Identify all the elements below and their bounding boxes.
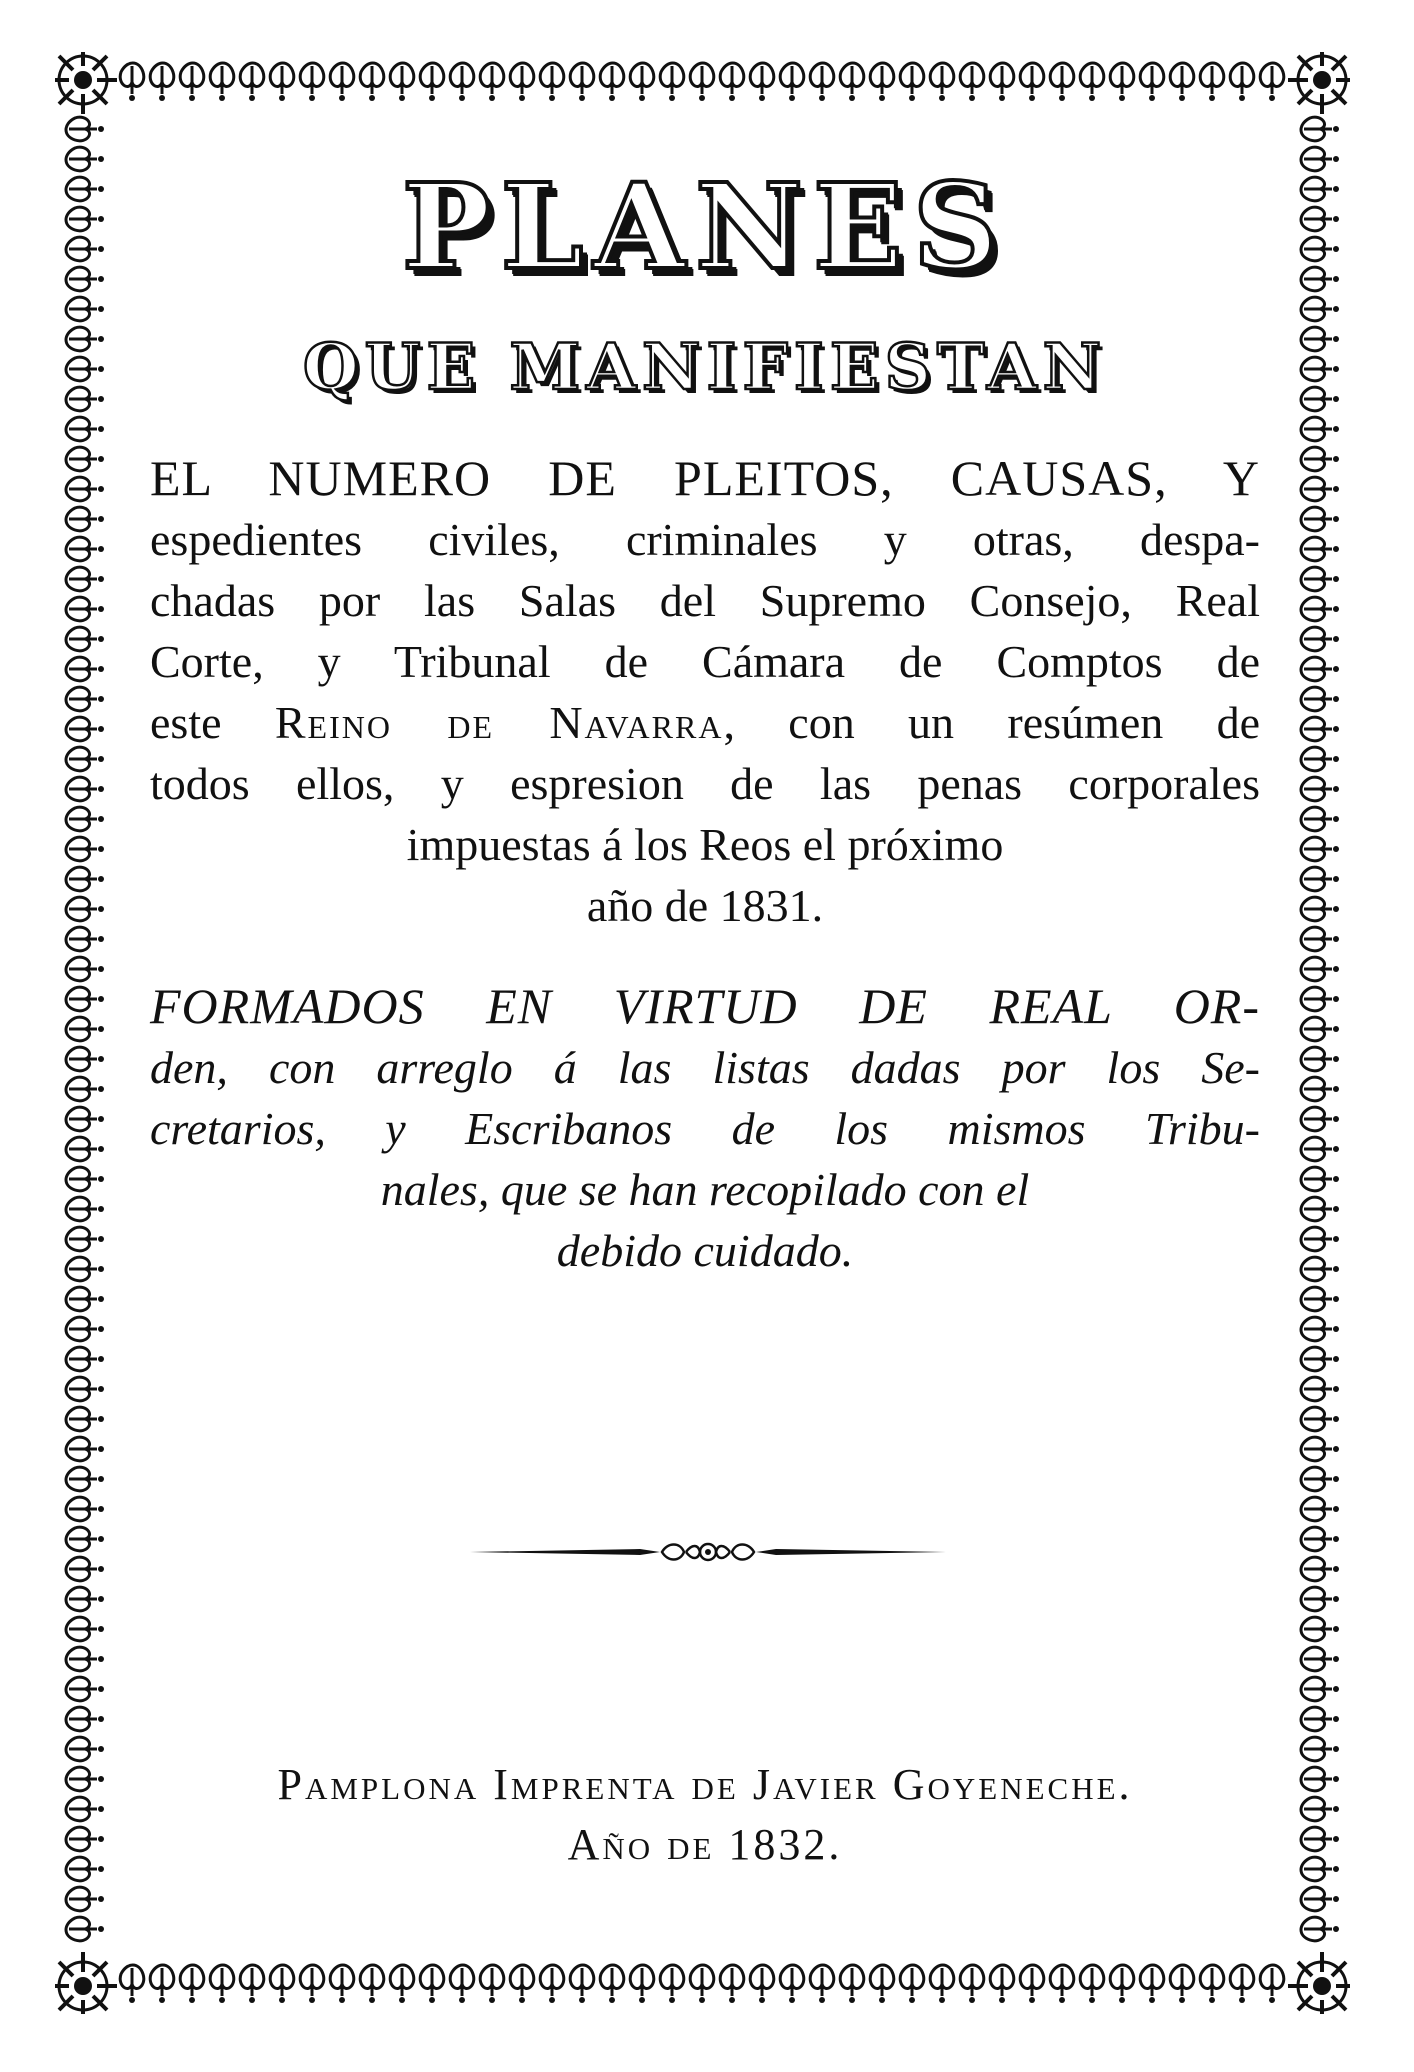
border-ornament (390, 63, 414, 101)
border-ornament (690, 1965, 714, 2003)
border-ornament (66, 837, 104, 861)
rosette-icon (1288, 52, 1350, 114)
border-ornament (66, 417, 104, 441)
border-ornament (1080, 1965, 1104, 2003)
border-ornament (840, 1965, 864, 2003)
border-ornament (1301, 927, 1339, 951)
formados-line: FORMADOS EN VIRTUD DE REAL OR- (150, 978, 1260, 1034)
border-ornament (360, 63, 384, 101)
border-ornament (66, 1197, 104, 1221)
border-ornament (570, 1965, 594, 2003)
border-ornament (540, 63, 564, 101)
border-ornament (1301, 807, 1339, 831)
border-ornament (1301, 1377, 1339, 1401)
border-ornament (1050, 63, 1074, 101)
border-ornament (330, 1965, 354, 2003)
border-ornament (66, 1527, 104, 1551)
rosette-icon (1288, 1952, 1350, 2014)
border-ornament (360, 1965, 384, 2003)
border-ornament (900, 1965, 924, 2003)
border-ornament (66, 1587, 104, 1611)
border-ornament (1301, 1047, 1339, 1071)
border-ornament (930, 1965, 954, 2003)
border-ornament (1301, 777, 1339, 801)
border-ornament (1020, 1965, 1044, 2003)
border-ornament (120, 1965, 144, 2003)
border-ornament (1301, 987, 1339, 1011)
border-ornament (66, 1317, 104, 1341)
border-ornament (66, 1167, 104, 1191)
border-ornament (480, 63, 504, 101)
description-line: chadas por las Salas del Supremo Consejo, Real (150, 575, 1260, 626)
border-ornament (1301, 537, 1339, 561)
border-ornament (66, 297, 104, 321)
border-ornament (1301, 867, 1339, 891)
border-ornament (66, 387, 104, 411)
border-ornament (150, 1965, 174, 2003)
border-bottom (120, 1965, 1284, 2003)
border-ornament (66, 807, 104, 831)
border-ornament (1301, 477, 1339, 501)
border-top (120, 63, 1284, 101)
border-ornament (1301, 1737, 1339, 1761)
border-ornament (270, 63, 294, 101)
border-ornament (1301, 417, 1339, 441)
imprint (150, 1755, 1260, 1875)
border-ornament (960, 63, 984, 101)
border-ornament (66, 747, 104, 771)
border-ornament (66, 867, 104, 891)
border-ornament (810, 63, 834, 101)
border-ornament (1301, 957, 1339, 981)
border-ornament (66, 1137, 104, 1161)
border-ornament (66, 327, 104, 351)
border-ornament (1301, 357, 1339, 381)
border-ornament (66, 1287, 104, 1311)
description-text: , con un resúmen de (723, 697, 1261, 748)
border-ornament (240, 1965, 264, 2003)
border-ornament (1301, 1887, 1339, 1911)
border-ornament (690, 63, 714, 101)
border-ornament (1301, 1257, 1339, 1281)
border-ornament (840, 63, 864, 101)
description-line: espedientes civiles, criminales y otras, despa- (150, 514, 1260, 565)
border-ornament (1301, 237, 1339, 261)
border-ornament (1301, 1767, 1339, 1791)
border-ornament (66, 507, 104, 531)
border-ornament (66, 1707, 104, 1731)
border-ornament (1301, 387, 1339, 411)
border-ornament (66, 1347, 104, 1371)
border-ornament (1301, 1137, 1339, 1161)
border-ornament (66, 1467, 104, 1491)
border-ornament (990, 1965, 1014, 2003)
description-line (150, 692, 1260, 753)
border-ornament (420, 63, 444, 101)
border-ornament (330, 63, 354, 101)
formados-line: nales, que se han recopilado con el (380, 1164, 1030, 1215)
border-ornament (1301, 837, 1339, 861)
year-line: Año de 1832. (567, 1820, 843, 1869)
border-ornament (120, 63, 144, 101)
border-ornament (870, 63, 894, 101)
border-ornament (66, 777, 104, 801)
border-ornament (1301, 327, 1339, 351)
border-ornament (1301, 1077, 1339, 1101)
border-ornament (1301, 207, 1339, 231)
border-ornament (630, 63, 654, 101)
border-ornament (66, 1917, 104, 1941)
border-ornament (1301, 1797, 1339, 1821)
formados-line: debido cuidado. (556, 1225, 854, 1276)
border-ornament (66, 597, 104, 621)
border-ornament (300, 1965, 324, 2003)
border-right (1301, 117, 1339, 1941)
border-ornament (1301, 1227, 1339, 1251)
border-ornament (66, 687, 104, 711)
border-ornament (720, 63, 744, 101)
formados-paragraph (150, 976, 1260, 1281)
border-ornament (1301, 687, 1339, 711)
border-ornament (870, 1965, 894, 2003)
border-ornament (66, 897, 104, 921)
border-ornament (300, 63, 324, 101)
border-ornament (66, 117, 104, 141)
border-ornament (66, 1797, 104, 1821)
title-block (150, 150, 1260, 1281)
border-ornament (66, 627, 104, 651)
border-ornament (1301, 1347, 1339, 1371)
description-line: Corte, y Tribunal de Cámara de Comptos de (150, 636, 1260, 687)
border-ornament (570, 63, 594, 101)
border-ornament (66, 1077, 104, 1101)
border-ornament (66, 927, 104, 951)
border-ornament (630, 1965, 654, 2003)
description-line: año de 1831. (586, 880, 824, 931)
border-ornament (1301, 1407, 1339, 1431)
border-ornament (780, 63, 804, 101)
border-ornament (66, 207, 104, 231)
border-ornament (810, 1965, 834, 2003)
border-ornament (1301, 1017, 1339, 1041)
border-ornament (1301, 717, 1339, 741)
rosette-icon (55, 1952, 117, 2014)
border-ornament (1170, 63, 1194, 101)
border-ornament (660, 63, 684, 101)
border-ornament (930, 63, 954, 101)
border-ornament (1170, 1965, 1194, 2003)
border-ornament (1301, 1857, 1339, 1881)
border-ornament (1301, 1617, 1339, 1641)
border-ornament (66, 147, 104, 171)
border-ornament (750, 63, 774, 101)
border-ornament (180, 63, 204, 101)
border-ornament (66, 1617, 104, 1641)
border-ornament (1110, 1965, 1134, 2003)
border-ornament (210, 63, 234, 101)
border-ornament (750, 1965, 774, 2003)
border-ornament (1301, 117, 1339, 141)
border-ornament (1200, 1965, 1224, 2003)
rosette-icon (55, 52, 117, 114)
border-ornament (600, 63, 624, 101)
border-ornament (1301, 1167, 1339, 1191)
border-ornament (1301, 1917, 1339, 1941)
border-ornament (150, 63, 174, 101)
border-ornament (66, 1497, 104, 1521)
border-ornament (1301, 267, 1339, 291)
border-ornament (180, 1965, 204, 2003)
border-ornament (1301, 1587, 1339, 1611)
border-ornament (66, 1377, 104, 1401)
border-ornament (240, 63, 264, 101)
border-ornament (390, 1965, 414, 2003)
scroll-divider-ornament (470, 1540, 946, 1564)
border-ornament (1200, 63, 1224, 101)
border-ornament (66, 537, 104, 561)
border-ornament (1301, 1317, 1339, 1341)
border-ornament (1301, 627, 1339, 651)
border-ornament (1301, 1707, 1339, 1731)
border-ornament (66, 357, 104, 381)
border-ornament (960, 1965, 984, 2003)
border-ornament (450, 1965, 474, 2003)
description-paragraph (150, 448, 1260, 936)
border-left (66, 117, 104, 1941)
border-ornament (1230, 1965, 1254, 2003)
border-ornament (1140, 1965, 1164, 2003)
border-ornament (510, 63, 534, 101)
border-ornament (780, 1965, 804, 2003)
main-title: PLANES (401, 157, 1009, 296)
border-ornament (720, 1965, 744, 2003)
border-ornament (660, 1965, 684, 2003)
border-ornament (1301, 657, 1339, 681)
border-ornament (66, 447, 104, 471)
border-ornament (66, 957, 104, 981)
description-line: impuestas á los Reos el próximo (406, 819, 1004, 870)
border-ornament (66, 177, 104, 201)
border-ornament (210, 1965, 234, 2003)
description-line: EL NUMERO DE PLEITOS, CAUSAS, Y (150, 450, 1260, 506)
border-ornament (1080, 63, 1104, 101)
border-ornament (1301, 567, 1339, 591)
border-ornament (600, 1965, 624, 2003)
border-ornament (1301, 147, 1339, 171)
border-ornament (66, 1857, 104, 1881)
border-ornament (1260, 1965, 1284, 2003)
border-ornament (66, 1107, 104, 1131)
border-ornament (1301, 1677, 1339, 1701)
subtitle: QUE MANIFIESTAN (302, 330, 1108, 405)
border-ornament (66, 1887, 104, 1911)
border-ornament (66, 987, 104, 1011)
border-ornament (66, 1017, 104, 1041)
border-ornament (66, 1227, 104, 1251)
border-ornament (66, 1737, 104, 1761)
border-ornament (1301, 1497, 1339, 1521)
border-ornament (1301, 897, 1339, 921)
border-ornament (1301, 1467, 1339, 1491)
border-ornament (66, 1827, 104, 1851)
border-ornament (1301, 597, 1339, 621)
border-ornament (1301, 1107, 1339, 1131)
border-ornament (66, 1437, 104, 1461)
border-ornament (1301, 1197, 1339, 1221)
border-ornament (1260, 63, 1284, 101)
border-ornament (420, 1965, 444, 2003)
description-text: este (150, 697, 275, 748)
formados-line: den, con arreglo á las listas dadas por los Se- (150, 1042, 1260, 1093)
border-ornament (1020, 63, 1044, 101)
border-ornament (66, 267, 104, 291)
border-ornament (990, 63, 1014, 101)
border-ornament (66, 657, 104, 681)
border-ornament (1301, 1647, 1339, 1671)
border-ornament (450, 63, 474, 101)
border-ornament (66, 1767, 104, 1791)
border-ornament (1301, 447, 1339, 471)
border-ornament (1301, 747, 1339, 771)
border-ornament (900, 63, 924, 101)
border-ornament (1301, 297, 1339, 321)
border-ornament (1301, 1437, 1339, 1461)
border-ornament (1140, 63, 1164, 101)
printer-line: Pamplona Imprenta de Javier Goyeneche. (277, 1760, 1133, 1809)
formados-line: cretarios, y Escribanos de los mismos Tribu- (150, 1103, 1260, 1154)
border-ornament (66, 1557, 104, 1581)
border-ornament (1301, 1527, 1339, 1551)
description-line: todos ellos, y espresion de las penas corporales (150, 758, 1260, 809)
border-ornament (1301, 1557, 1339, 1581)
border-ornament (1110, 63, 1134, 101)
border-ornament (66, 717, 104, 741)
kingdom-name: Reino de Navarra (274, 697, 724, 748)
border-ornament (540, 1965, 564, 2003)
border-ornament (66, 1257, 104, 1281)
border-ornament (66, 237, 104, 261)
border-ornament (270, 1965, 294, 2003)
border-ornament (480, 1965, 504, 2003)
border-ornament (1050, 1965, 1074, 2003)
border-ornament (1230, 63, 1254, 101)
border-ornament (1301, 1827, 1339, 1851)
border-ornament (66, 1407, 104, 1431)
border-ornament (66, 1647, 104, 1671)
border-ornament (1301, 1287, 1339, 1311)
border-ornament (1301, 177, 1339, 201)
border-ornament (66, 1047, 104, 1071)
border-ornament (510, 1965, 534, 2003)
border-ornament (66, 477, 104, 501)
border-ornament (66, 567, 104, 591)
border-ornament (66, 1677, 104, 1701)
border-ornament (1301, 507, 1339, 531)
